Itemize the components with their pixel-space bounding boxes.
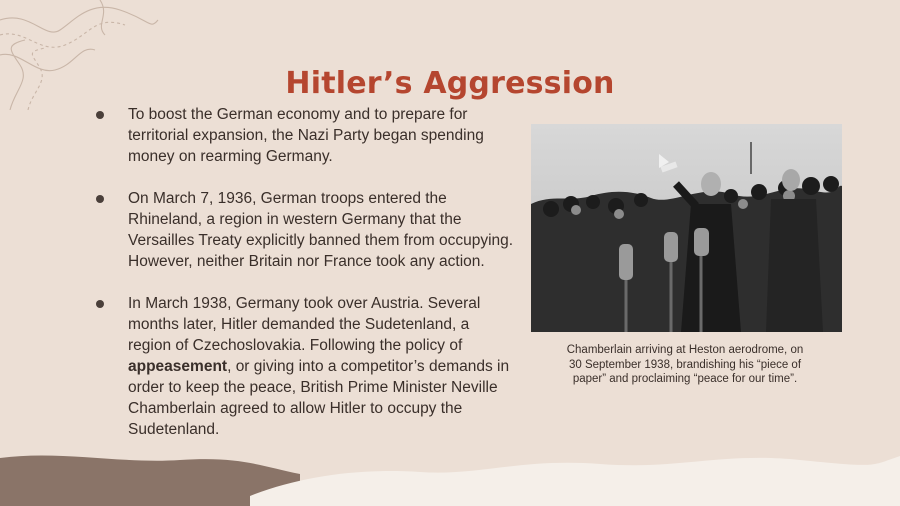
photo-illustration — [531, 124, 842, 332]
bullet-item — [94, 293, 514, 440]
bullet-text: To boost the German economy and to prepare for territorial expansion, the Nazi Party began spending money on rearming Germany. — [128, 106, 484, 165]
historical-photo — [531, 124, 842, 332]
bullet-text-before: In March 1938, Germany took over Austria. Several months later, Hitler demanded the Sudetenland, a region of Czechoslovakia. Following the policy of — [128, 295, 481, 354]
bullet-dot-icon — [96, 195, 104, 203]
bullet-item — [94, 104, 514, 167]
bullet-list — [94, 104, 514, 461]
bold-term: appeasement — [128, 358, 228, 375]
bullet-text: On March 7, 1936, German troops entered the Rhineland, a region in western Germany that the Versailles Treaty explicitly banned them from occupying. However, neither Britain nor France took any action. — [128, 190, 514, 270]
photo-caption: Chamberlain arriving at Heston aerodrome, on 30 September 1938, brandishing his “piece of paper” and proclaiming “peace for our time”. — [566, 344, 804, 385]
bullet-dot-icon — [96, 300, 104, 308]
bullet-dot-icon — [96, 111, 104, 119]
bullet-text-after: , or giving into a competitor’s demands in order to keep the peace, British Prime Minister Neville Chamberlain agreed to allow Hitler to occupy the Sudetenland. — [128, 358, 510, 438]
decorative-bottom-wave — [0, 446, 900, 506]
bullet-item — [94, 188, 514, 272]
slide-title: Hitler’s Aggression — [285, 66, 615, 102]
